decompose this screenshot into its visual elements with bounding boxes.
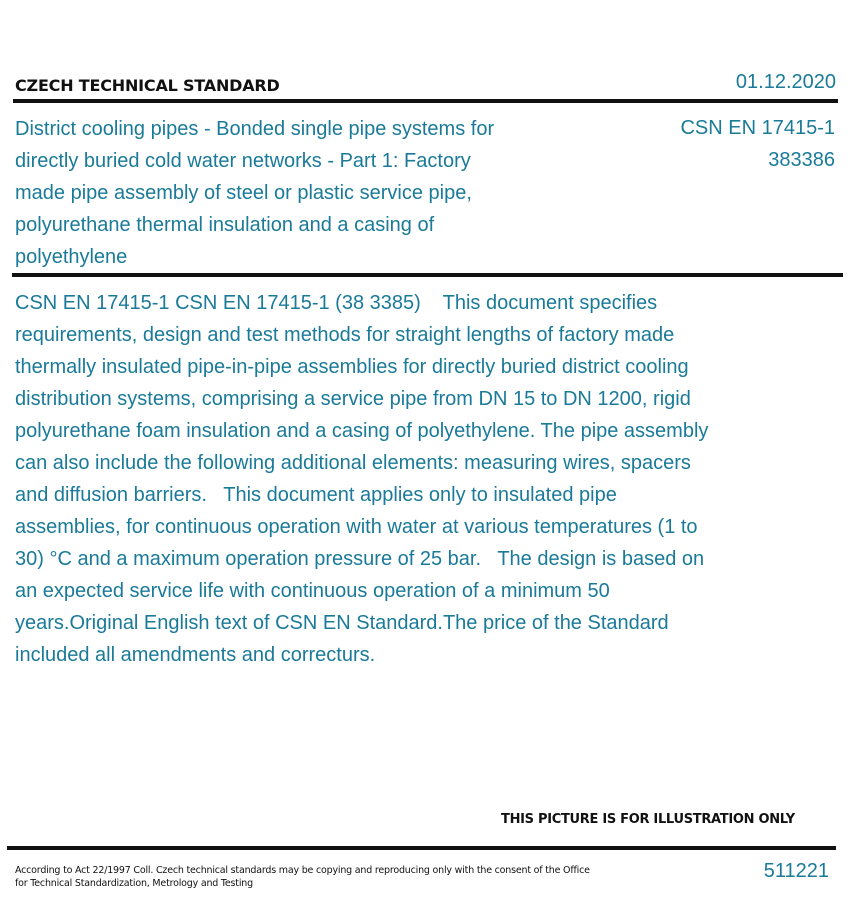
footer-rule	[7, 846, 836, 850]
standard-description: CSN EN 17415-1 CSN EN 17415-1 (38 3385) This document specifies requirements, design and test methods for straight lengths of factory made thermally insulated pipe-in-pipe assemblies for directly buried district cooling distribution systems, comprising a service pipe from DN 15 to DN 1200, rigid polyurethane foam insulation and a casing of polyethylene. The pipe assembly can also include the following additional elements: measuring wires, spacers and diffusion barriers. This document applies only to insulated pipe assemblies, for continuous operation with water at various temperatures (1 to 30) °C and a maximum operation pressure of 25 bar. The design is based on an expected service life with continuous operation of a minimum 50 years.Original English text of CSN EN Standard.The price of the Standard included all amendments and correcturs.	[15, 292, 714, 666]
header-rule	[13, 99, 838, 103]
header-label: CZECH TECHNICAL STANDARD	[15, 76, 280, 95]
illustration-note: THIS PICTURE IS FOR ILLUSTRATION ONLY	[501, 812, 795, 827]
document-number: 511221	[763, 860, 829, 882]
legal-notice: According to Act 22/1997 Coll. Czech technical standards may be copying and reproducing only with the consent of the Office for Technical Standardization, Metrology and Testing	[15, 865, 590, 889]
standard-title: District cooling pipes - Bonded single pipe systems for directly buried cold water networks - Part 1: Factory made pipe assembly of steel or plastic service pipe, polyurethane thermal insulation and a casing of polyethylene	[15, 118, 495, 268]
header-date: 01.12.2020	[735, 71, 836, 93]
title-rule	[12, 273, 843, 277]
standard-code: CSN EN 17415-1	[680, 117, 835, 139]
catalog-number: 383386	[768, 149, 835, 171]
